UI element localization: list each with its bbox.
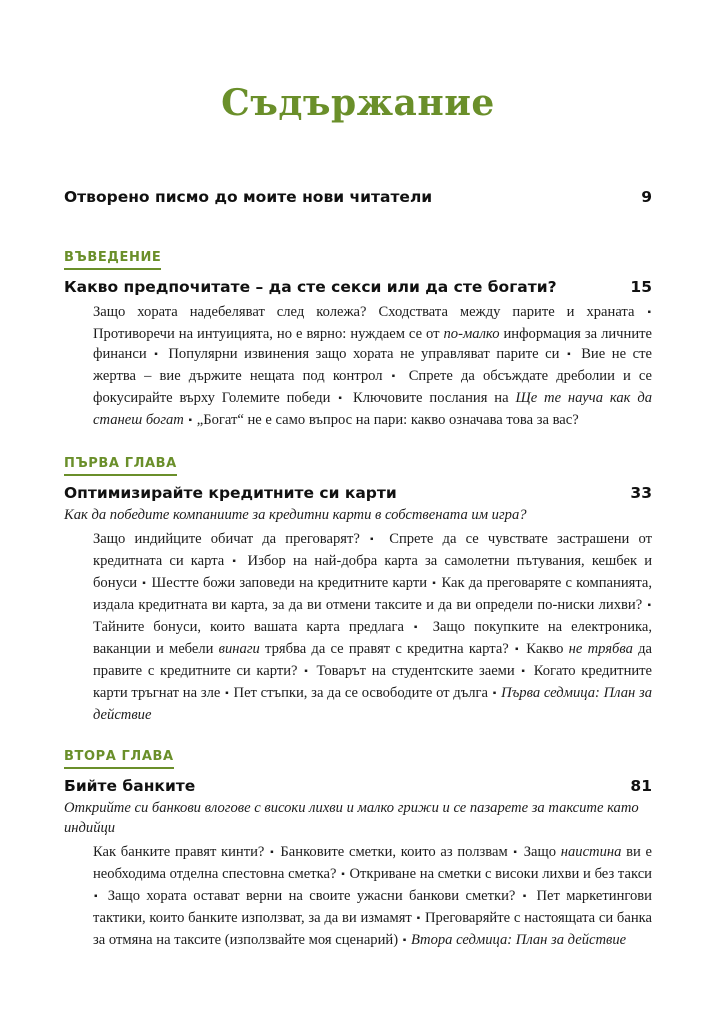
description-italic-run: по-малко: [443, 326, 500, 342]
description-run: Защо индийците обичат да преговарят?: [93, 531, 360, 547]
description-run: Защо: [523, 844, 561, 860]
description-run: Ключовите послания на: [352, 390, 516, 406]
description-run: Вие не сте жертва – вие държите нещата под контрол: [93, 346, 653, 384]
entry-heading-row[interactable]: [64, 482, 652, 504]
bullet-separator: ▪: [514, 644, 521, 655]
bullet-separator: ▪: [521, 666, 528, 677]
section-label: ПЪРВА ГЛАВА: [64, 455, 177, 476]
entry-heading: Оптимизирайте кредитните си карти: [64, 484, 397, 502]
description-run: Банковите сметки, които аз ползвам: [280, 844, 508, 860]
entry-heading-row: [64, 186, 652, 208]
toc-entry-open-letter[interactable]: [64, 186, 652, 208]
bullet-separator: ▪: [513, 847, 519, 858]
description-run: Когато кредитните карти тръгнат на зле: [93, 663, 653, 701]
description-run: Шестте божи заповеди на кредитните карти: [151, 575, 428, 591]
entry-page-number: 33: [630, 484, 652, 502]
bullet-separator: ▪: [567, 349, 574, 360]
description-run: Защо хората остават верни на своите ужасни банкови сметки?: [107, 888, 516, 904]
description-italic-run: наистина: [560, 844, 622, 860]
description-run: Какво: [526, 641, 569, 657]
bullet-separator: ▪: [341, 869, 345, 880]
description-run: Товарът на студентските заеми: [316, 663, 515, 679]
bullet-separator: ▪: [232, 556, 240, 567]
description-run: информация за личните финанси: [93, 326, 652, 362]
bullet-separator: ▪: [304, 666, 310, 677]
bullet-separator: ▪: [94, 891, 101, 902]
bullet-separator: ▪: [402, 935, 407, 946]
bullet-separator: ▪: [338, 393, 346, 404]
bullet-separator: ▪: [391, 371, 400, 382]
description-run: да правите с кредитните си карти?: [93, 641, 652, 679]
bullet-separator: ▪: [413, 622, 423, 633]
entry-page-number: 81: [630, 777, 652, 795]
description-run: Тайните бонуси, които вашата карта предлага: [93, 619, 404, 635]
bullet-separator: ▪: [416, 913, 421, 924]
description-run: Спрете да обсъждате дреболии и се фокусирайте върху Големите победи: [93, 368, 653, 406]
description-italic-run: не трябва: [568, 641, 633, 657]
entry-heading: Какво предпочитате – да сте секси или да сте богати?: [64, 278, 557, 296]
bullet-separator: ▪: [370, 534, 380, 545]
entry-description: [93, 302, 652, 432]
bullet-separator: ▪: [647, 307, 651, 318]
description-run: ви е необходима отделна спестовна сметка?: [93, 844, 652, 882]
toc-section-introduction: [64, 246, 652, 432]
bullet-separator: ▪: [647, 600, 651, 611]
toc-section-chapter-one: [64, 452, 652, 725]
bullet-separator: ▪: [142, 578, 147, 589]
bullet-separator: ▪: [492, 688, 497, 699]
bullet-separator: ▪: [432, 578, 437, 589]
toc-section-chapter-two: [64, 745, 652, 952]
description-italic-run: Втора седмица: План за действие: [410, 932, 627, 948]
entry-subtitle: Как да победите компаниите за кредитни карти в собствената им игра?: [64, 507, 527, 523]
description-run: Спрете да се чувствате застрашени от кредитната си карта: [93, 531, 652, 569]
bullet-separator: ▪: [154, 349, 161, 360]
entry-page-number: 9: [641, 188, 652, 206]
description-italic-run: винаги: [218, 641, 260, 657]
section-label: ВЪВЕДЕНИЕ: [64, 249, 161, 270]
description-run: Защо покупките на електроника, ваканции и мебели: [93, 619, 652, 657]
bullet-separator: ▪: [188, 415, 193, 426]
description-run: Противоречи на интуицията, но е вярно: нуждаем се от: [93, 326, 444, 342]
page-title: Съдържание: [221, 82, 495, 124]
entry-page-number: 15: [630, 278, 652, 296]
entry-heading-row[interactable]: [64, 775, 652, 797]
section-label: ВТОРА ГЛАВА: [64, 748, 174, 769]
description-run: Пет маркетингови тактики, които банките използват, за да ви измамят: [93, 888, 652, 926]
bullet-separator: ▪: [522, 891, 530, 902]
entry-description: [93, 529, 652, 725]
entry-heading: Бийте банките: [64, 777, 196, 795]
entry-heading: Отворено писмо до моите нови читатели: [64, 188, 433, 206]
description-run: Избор на най-добра карта за самолетни пътувания, кешбек и бонуси: [93, 553, 652, 591]
description-run: Преговаряйте с настоящата си банка за отмяна на таксите (използвайте моя сценарий): [93, 910, 652, 948]
description-run: трябва да се правят с кредитна карта?: [259, 641, 509, 657]
description-run: Как да преговаряте с компанията, издала кредитната ви карта, за да ви отмени таксите и да ви определи по-ниски лихви?: [93, 575, 653, 613]
description-run: Пет стъпки, за да се освободите от дълга: [233, 685, 489, 701]
entry-heading-row[interactable]: [64, 276, 652, 298]
description-italic-run: Ще те науча как да станеш богат: [93, 390, 653, 428]
description-italic-run: Първа седмица: План за действие: [93, 685, 652, 723]
bullet-separator: ▪: [270, 847, 275, 858]
description-run: Как банките правят кинти?: [93, 844, 265, 860]
description-run: Откриване на сметки с високи лихви и без такси: [349, 866, 652, 882]
entry-subtitle: Открийте си банкови влогове с високи лихви и малко грижи и се пазарете за таксите като индийци: [64, 800, 639, 836]
toc-page: [64, 80, 652, 972]
description-run: Популярни извинения защо хората не управляват парите си: [168, 346, 560, 362]
entry-description: [93, 842, 652, 952]
description-run: Защо хората надебеляват след колежа? Сходствата между парите и храната: [93, 304, 635, 320]
bullet-separator: ▪: [225, 688, 229, 699]
description-run: „Богат“ не е само въпрос на пари: какво означава това за вас?: [196, 412, 579, 428]
